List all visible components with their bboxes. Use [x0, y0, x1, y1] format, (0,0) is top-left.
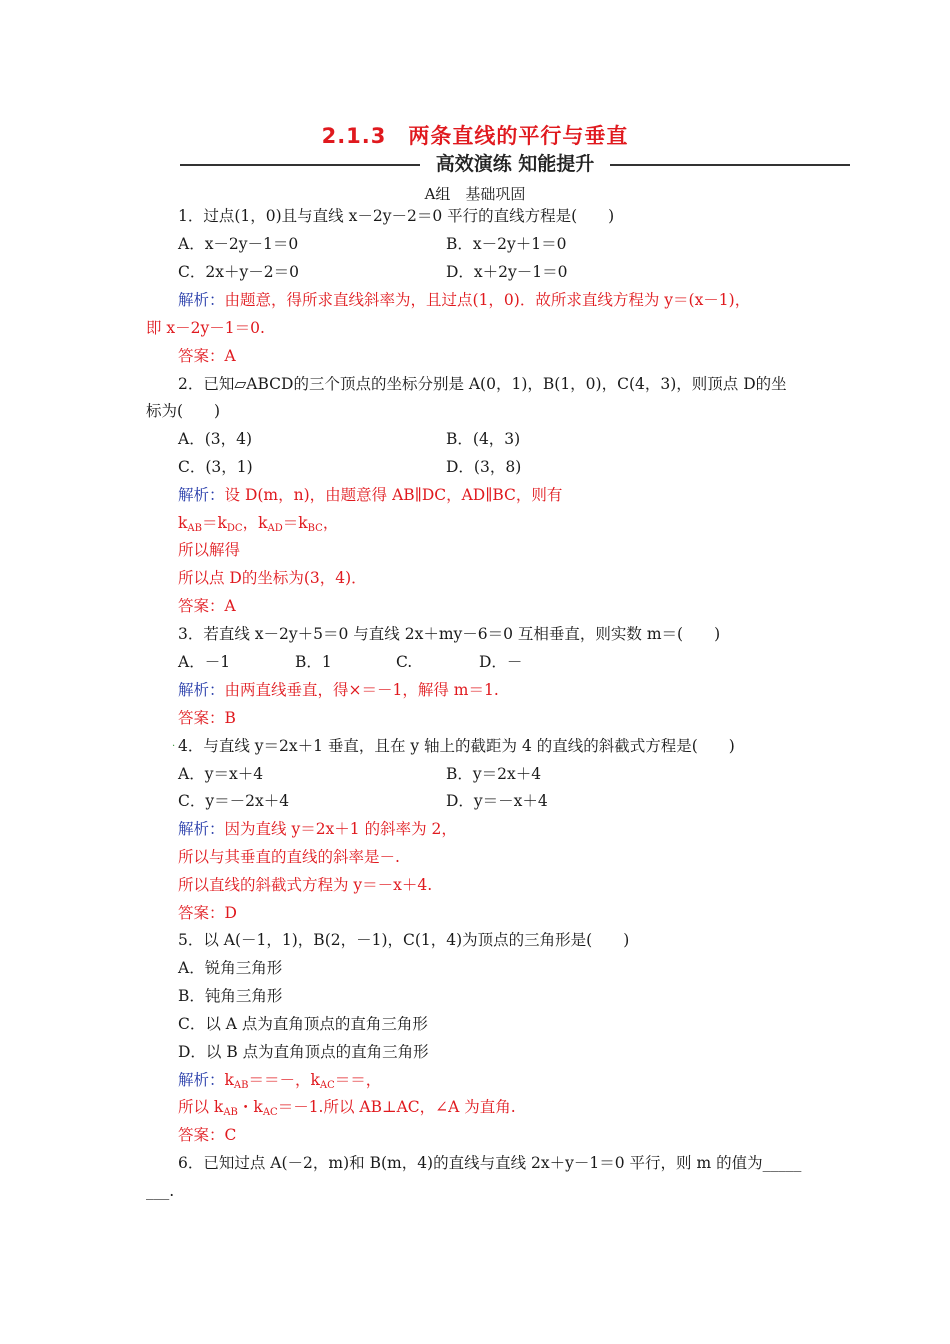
q5-analysis	[178, 1070, 381, 1096]
slope-k: ＝＝－，k	[248, 1071, 320, 1089]
q2-stem: 2．已知▱ABCD的三个顶点的坐标分别是 A(0，1)，B(1，0)，C(4，3)，则顶点 D的坐	[178, 375, 787, 393]
q2-analysis-solve: 所以解得	[178, 541, 241, 559]
q4-analysis-3: 所以直线的斜截式方程为 y＝－x＋4.	[178, 876, 433, 894]
marker-dot-icon: ·	[172, 741, 176, 752]
slope-subscript: AD	[267, 523, 283, 534]
slope-k: ＝k	[282, 514, 308, 532]
q6-stem-cont: ___.	[146, 1182, 175, 1200]
divider-right	[610, 164, 850, 166]
q4-option-c: C．y＝－2x＋4	[178, 792, 290, 810]
section-heading: A组 基础巩固	[424, 185, 526, 203]
text: 所以 k	[178, 1098, 224, 1116]
q1-option-c: C．2x＋y－2＝0	[178, 263, 299, 281]
slope-subscript: AC	[319, 1080, 335, 1091]
q5-answer: 答案：C	[178, 1126, 237, 1144]
q1-option-d: D．x＋2y－1＝0	[446, 263, 568, 281]
q2-option-d: D．(3，8)	[446, 458, 522, 476]
q1-answer: 答案：A	[178, 347, 236, 365]
slope-subscript: AC	[262, 1107, 278, 1118]
q5-stem: 5．以 A(－1，1)，B(2，－1)，C(1，4)为顶点的三角形是( )	[178, 931, 630, 949]
q2-analysis-slopes	[178, 513, 338, 539]
q4-analysis-2: 所以与其垂直的直线的斜率是－.	[178, 848, 400, 866]
slope-k: ＝k	[201, 514, 227, 532]
q3-option-c: C.	[396, 653, 413, 671]
q4-option-d: D．y＝－x＋4	[446, 792, 548, 810]
analysis-label: 解析：	[178, 681, 225, 699]
q2-option-b: B．(4，3)	[446, 430, 521, 448]
q4-option-a: A．y＝x＋4	[178, 765, 264, 783]
q2-option-c: C．(3，1)	[178, 458, 253, 476]
q2-analysis-result: 所以点 D的坐标为(3，4)．	[178, 569, 367, 587]
q5-analysis-2	[178, 1097, 516, 1123]
q4-option-b: B．y＝2x＋4	[446, 765, 542, 783]
q1-analysis	[178, 290, 750, 310]
q3-stem: 3．若直线 x－2y＋5＝0 与直线 2x＋my－6＝0 互相垂直，则实数 m＝( )	[178, 625, 721, 643]
q5-option-c: C．以 A 点为直角顶点的直角三角形	[178, 1015, 428, 1033]
q2-analysis	[178, 485, 562, 505]
q5-option-d: D．以 B 点为直角顶点的直角三角形	[178, 1043, 429, 1061]
slope-subscript: AB	[223, 1107, 238, 1118]
q4-analysis-text: 因为直线 y＝2x＋1 的斜率为 2，	[224, 820, 457, 838]
divider-left	[180, 164, 420, 166]
slope-subscript: BC	[307, 523, 323, 534]
q2-answer: 答案：A	[178, 597, 236, 615]
analysis-label: 解析：	[178, 486, 225, 504]
q5-option-b: B．钝角三角形	[178, 987, 283, 1005]
slope-k: k	[224, 1071, 234, 1089]
subtitle: 高效演练 知能提升	[435, 153, 595, 175]
q3-option-d: D．－	[479, 653, 523, 671]
q1-analysis-text: 由题意，得所求直线斜率为，且过点(1，0)．故所求直线方程为 y＝(x－1)，	[224, 291, 751, 309]
q3-option-a: A．－1	[178, 653, 231, 671]
q6-stem: 6．已知过点 A(－2，m)和 B(m，4)的直线与直线 2x＋y－1＝0 平行，则 m 的值为_____	[178, 1154, 802, 1172]
q1-stem: 1．过点(1，0)且与直线 x－2y－2＝0 平行的直线方程是( )	[178, 207, 615, 225]
q3-option-b: B．1	[295, 653, 332, 671]
slope-subscript: AB	[187, 523, 202, 534]
q2-option-a: A．(3，4)	[178, 430, 253, 448]
q3-answer: 答案：B	[178, 709, 236, 727]
punctuation: ，	[322, 514, 339, 532]
slope-subscript: AB	[233, 1080, 249, 1091]
q3-analysis	[178, 680, 499, 700]
q2-analysis-text: 设 D(m，n)，由题意得 AB∥DC，AD∥BC，则有	[224, 486, 563, 504]
q2-stem-cont: 标为( )	[146, 402, 221, 420]
q1-option-a: A．x－2y－1＝0	[178, 235, 299, 253]
q1-option-b: B．x－2y＋1＝0	[446, 235, 567, 253]
text: ＝－1.所以 AB⊥AC，∠A 为直角.	[277, 1098, 516, 1116]
subtitle-banner	[180, 148, 850, 178]
slope-k: k	[178, 514, 188, 532]
q4-stem: 4．与直线 y＝2x＋1 垂直，且在 y 轴上的截距为 4 的直线的斜截式方程是( )	[178, 737, 735, 755]
punctuation: ＝＝，	[334, 1071, 382, 1089]
slope-subscript: DC	[226, 523, 243, 534]
analysis-label: 解析：	[178, 1071, 225, 1089]
analysis-label: 解析：	[178, 820, 225, 838]
page-title: 2.1.3 两条直线的平行与垂直	[321, 124, 629, 148]
analysis-label: 解析：	[178, 291, 225, 309]
q5-option-a: A．锐角三角形	[178, 959, 283, 977]
text: ・k	[237, 1098, 263, 1116]
q3-analysis-text: 由两直线垂直，得×＝－1，解得 m＝1.	[224, 681, 499, 699]
q4-answer: 答案：D	[178, 904, 237, 922]
q1-analysis-cont: 即 x－2y－1＝0.	[146, 319, 265, 337]
q4-analysis	[178, 819, 457, 839]
slope-k: ，k	[242, 514, 268, 532]
